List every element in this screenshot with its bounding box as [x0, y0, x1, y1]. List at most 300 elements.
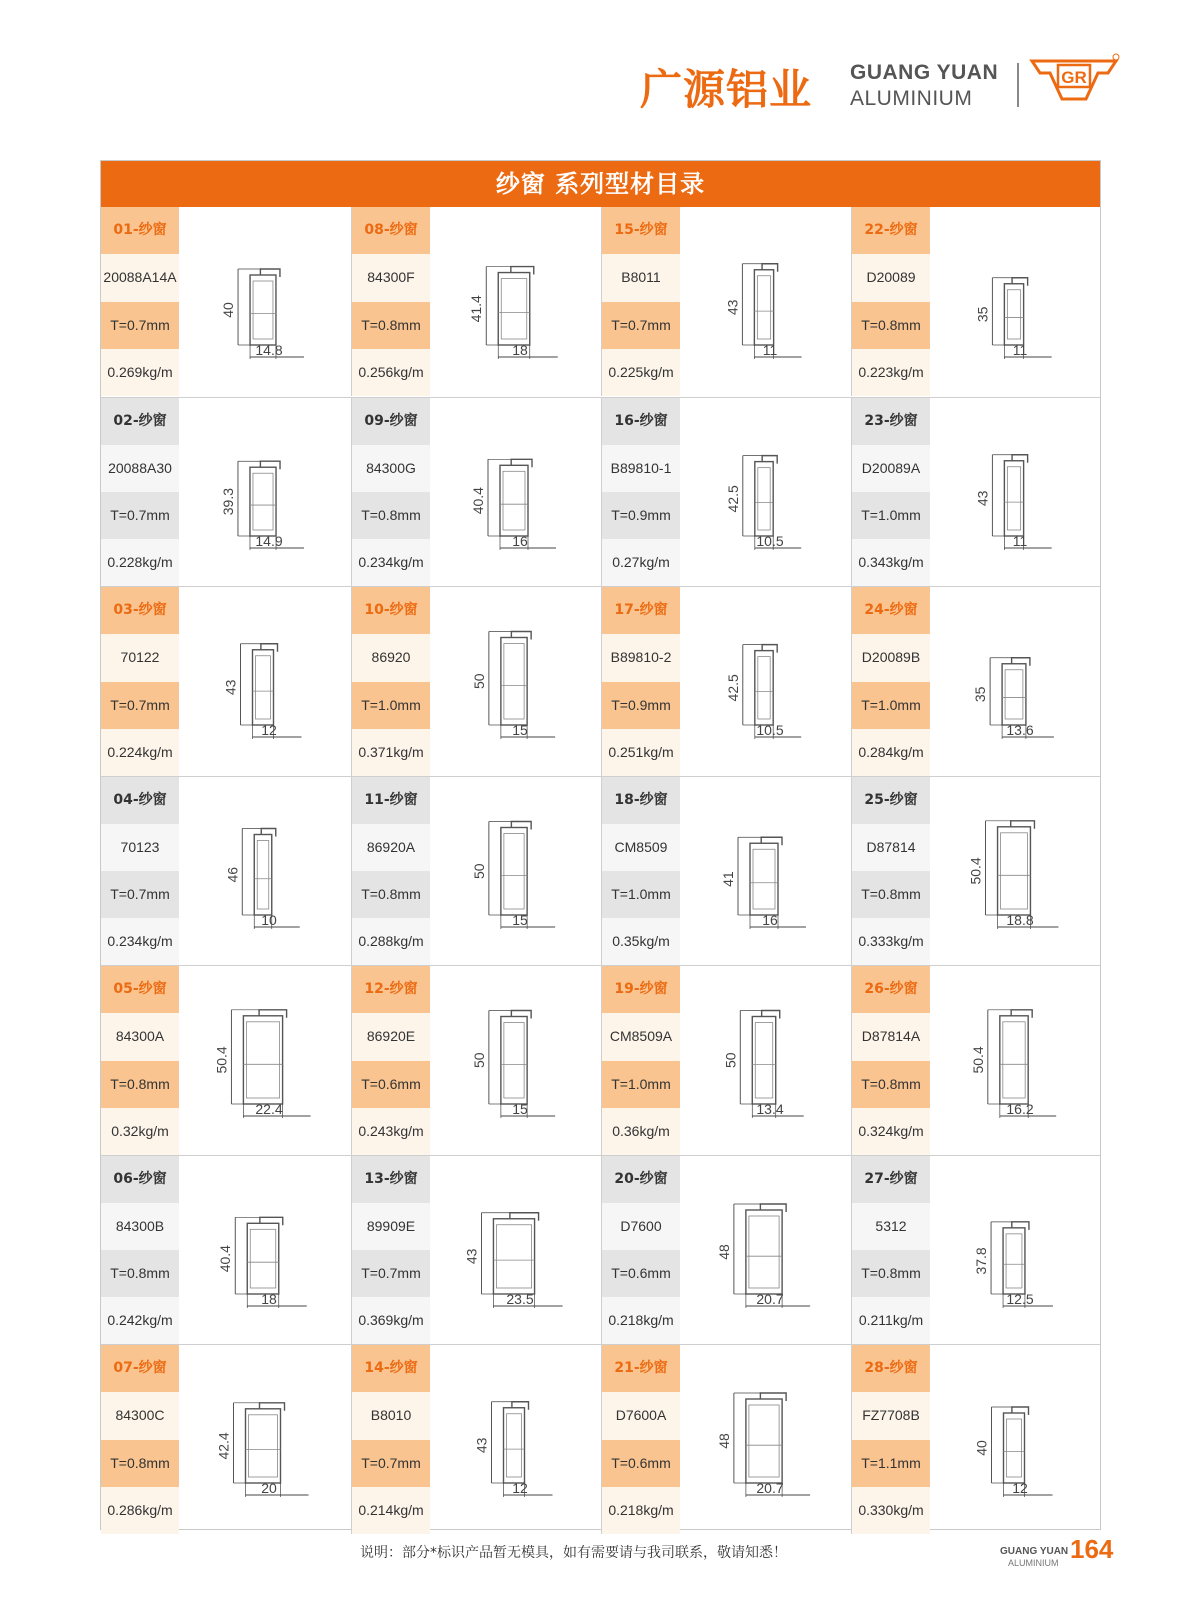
profile-thickness: T=0.9mm: [602, 682, 680, 729]
profile-section-diagram: [181, 1355, 346, 1525]
profile-id: 13-纱窗: [352, 1156, 430, 1203]
profile-hook: [1012, 1407, 1029, 1415]
width-dimension-label: 16.2: [1006, 1101, 1034, 1117]
profile-cell: [601, 777, 851, 966]
profile-hook: [511, 1011, 531, 1019]
profile-info: [352, 587, 430, 776]
brand-name-en-line1: GUANG YUAN: [850, 61, 999, 84]
profile-inner-wall: [755, 1023, 772, 1099]
profile-drawing: [432, 1166, 597, 1336]
profile-code: 84300B: [101, 1203, 179, 1250]
profile-outline: [246, 1409, 281, 1483]
profile-inner-wall: [753, 849, 775, 909]
profile-hook: [511, 632, 531, 640]
height-dimension-label: 50.4: [967, 856, 984, 885]
profile-code: 89909E: [352, 1203, 430, 1250]
width-dimension-label: 18.8: [1006, 911, 1034, 928]
profile-weight: 0.284kg/m: [852, 729, 930, 776]
catalog-row: [101, 776, 1100, 965]
profile-hook: [261, 828, 276, 836]
profile-inner-wall: [257, 840, 269, 909]
profile-id: 25-纱窗: [852, 777, 930, 824]
height-dimension-label: 40: [220, 302, 237, 318]
height-dimension-label: 35: [972, 686, 989, 703]
profile-drawing: [682, 1355, 847, 1525]
profile-outline: [493, 1218, 534, 1293]
profile-drawing: [432, 408, 597, 578]
profile-id: 16-纱窗: [602, 398, 680, 445]
profile-weight: 0.223kg/m: [852, 349, 930, 396]
profile-thickness: T=1.0mm: [852, 682, 930, 729]
profile-thickness: T=0.8mm: [852, 871, 930, 918]
catalog-row: [101, 965, 1100, 1154]
profile-outline: [501, 638, 527, 726]
profile-outline: [1000, 1016, 1028, 1104]
profile-id: 11-纱窗: [352, 777, 430, 824]
profile-code: 84300F: [352, 254, 430, 301]
profile-info: [101, 777, 179, 966]
profile-weight: 0.211kg/m: [852, 1297, 930, 1344]
profile-hook: [1012, 1221, 1029, 1229]
profile-weight: 0.269kg/m: [101, 349, 179, 396]
profile-inner-wall: [758, 467, 770, 529]
profile-id: 04-纱窗: [101, 777, 179, 824]
profile-weight: 0.242kg/m: [101, 1297, 179, 1344]
height-dimension-label: 43: [222, 679, 239, 696]
profile-info: [101, 207, 179, 396]
profile-info: [602, 1156, 680, 1345]
profile-code: 20088A14A: [101, 254, 179, 301]
width-dimension-label: 15: [512, 722, 528, 738]
brand-logo-icon: [1028, 53, 1120, 109]
height-dimension-label: 40: [973, 1440, 990, 1456]
profile-cell: [601, 1345, 851, 1534]
height-dimension-label: 50: [722, 1052, 739, 1069]
profile-code: D20089: [852, 254, 930, 301]
profile-id: 24-纱窗: [852, 587, 930, 634]
profile-section-diagram: [181, 976, 346, 1146]
profile-outline: [501, 1017, 527, 1105]
width-dimension-label: 23.5: [506, 1290, 534, 1307]
profile-section-diagram: [181, 408, 346, 578]
width-dimension-label: 12: [512, 1480, 528, 1496]
profile-inner-wall: [758, 657, 770, 719]
profile-info: [352, 207, 430, 396]
profile-drawing: [932, 217, 1097, 387]
profile-drawing: [932, 597, 1097, 767]
profile-drawing: [682, 408, 847, 578]
profile-outline: [247, 1223, 279, 1294]
height-dimension-label: 41.4: [468, 295, 485, 323]
profile-thickness: T=0.7mm: [101, 492, 179, 539]
profile-code: 70122: [101, 634, 179, 681]
profile-outline: [746, 1210, 782, 1294]
profile-code: 5312: [852, 1203, 930, 1250]
profile-code: CM8509: [602, 824, 680, 871]
profile-code: 84300A: [101, 1013, 179, 1060]
profile-id: 19-纱窗: [602, 966, 680, 1013]
profile-weight: 0.35kg/m: [602, 918, 680, 965]
profile-code: D87814A: [852, 1013, 930, 1060]
profile-hook: [260, 461, 280, 469]
profile-info: [602, 1345, 680, 1534]
height-dimension-label: 37.8: [973, 1246, 990, 1275]
profile-section-diagram: [682, 408, 847, 578]
width-dimension-label: 10: [261, 911, 277, 928]
profile-thickness: T=0.8mm: [852, 302, 930, 349]
profile-inner-wall: [1007, 466, 1020, 529]
profile-cell: [601, 966, 851, 1155]
page-number: 164: [1070, 1534, 1114, 1564]
profile-drawing: [682, 217, 847, 387]
height-dimension-label: 39.3: [219, 487, 236, 515]
profile-thickness: T=1.0mm: [852, 492, 930, 539]
profile-hook: [1012, 454, 1028, 462]
profile-drawing: [181, 217, 346, 387]
profile-section-diagram: [682, 1355, 847, 1525]
profile-code: D7600: [602, 1203, 680, 1250]
profile-weight: 0.225kg/m: [602, 349, 680, 396]
profile-inner-wall: [1005, 670, 1023, 719]
width-dimension-label: 11: [762, 342, 778, 358]
height-dimension-label: 50.4: [213, 1046, 230, 1074]
profile-outline: [498, 273, 530, 345]
profile-cell: [851, 398, 1101, 587]
width-dimension-label: 16: [762, 911, 778, 928]
profile-drawing: [932, 787, 1097, 957]
profile-hook: [762, 455, 777, 463]
profile-cell: [351, 398, 601, 587]
width-dimension-label: 13.6: [1006, 722, 1034, 738]
profile-drawing: [682, 787, 847, 957]
profile-thickness: T=0.8mm: [352, 871, 430, 918]
height-dimension-label: 50: [470, 862, 487, 879]
height-dimension-label: 48: [715, 1243, 732, 1260]
profile-id: 20-纱窗: [602, 1156, 680, 1203]
profile-drawing: [432, 787, 597, 957]
profile-weight: 0.324kg/m: [852, 1108, 930, 1155]
profile-drawing: [181, 976, 346, 1146]
profile-info: [602, 587, 680, 776]
profile-info: [352, 966, 430, 1155]
profile-section-diagram: [432, 976, 597, 1146]
width-dimension-label: 12: [261, 722, 277, 738]
profile-inner-wall: [504, 644, 524, 720]
profile-thickness: T=1.0mm: [602, 871, 680, 918]
profile-cell: [351, 777, 601, 966]
profile-hook: [762, 1011, 780, 1019]
catalog-row: [101, 1344, 1100, 1533]
profile-thickness: T=1.1mm: [852, 1440, 930, 1487]
height-dimension-label: 43: [463, 1248, 480, 1264]
profile-cell: [851, 966, 1101, 1155]
profile-outline: [752, 1017, 775, 1105]
profile-code: B89810-1: [602, 445, 680, 492]
width-dimension-label: 10.5: [756, 532, 784, 549]
profile-info: [852, 777, 930, 966]
profile-id: 07-纱窗: [101, 1345, 179, 1392]
profile-inner-wall: [504, 833, 524, 909]
profile-section-diagram: [432, 1166, 597, 1336]
profile-weight: 0.369kg/m: [352, 1297, 430, 1344]
height-dimension-label: 40.4: [470, 486, 486, 514]
profile-code: CM8509A: [602, 1013, 680, 1060]
profile-id: 17-纱窗: [602, 587, 680, 634]
profile-section-diagram: [181, 787, 346, 957]
profile-inner-wall: [749, 1216, 779, 1288]
profile-cell: [101, 1156, 351, 1345]
profile-section-diagram: [932, 787, 1097, 957]
width-dimension-label: 14.9: [255, 532, 283, 549]
profile-cell: [851, 207, 1101, 396]
profile-code: 86920E: [352, 1013, 430, 1060]
profile-outline: [250, 467, 276, 536]
profile-hook: [1011, 1010, 1032, 1018]
profile-thickness: T=0.6mm: [352, 1061, 430, 1108]
profile-info: [352, 1345, 430, 1534]
profile-outline: [250, 275, 276, 345]
profile-hook: [761, 837, 782, 845]
profile-inner-wall: [1007, 290, 1020, 339]
profile-section-diagram: [932, 597, 1097, 767]
height-dimension-label: 50: [470, 673, 487, 690]
profile-cell: [351, 966, 601, 1155]
profile-drawing: [932, 1355, 1097, 1525]
height-dimension-label: 48: [715, 1433, 732, 1449]
profile-outline: [501, 827, 527, 915]
profile-inner-wall: [504, 1023, 524, 1099]
profile-info: [852, 587, 930, 776]
profile-code: 86920: [352, 634, 430, 681]
profile-hook: [511, 821, 531, 829]
profile-drawing: [432, 217, 597, 387]
profile-drawing: [682, 976, 847, 1146]
profile-inner-wall: [757, 276, 770, 339]
profile-code: 86920A: [352, 824, 430, 871]
profile-weight: 0.286kg/m: [101, 1487, 179, 1534]
profile-cell: [101, 777, 351, 966]
profile-id: 15-纱窗: [602, 207, 680, 254]
profile-code: D20089B: [852, 634, 930, 681]
profile-weight: 0.251kg/m: [602, 729, 680, 776]
profile-drawing: [181, 597, 346, 767]
width-dimension-label: 20: [261, 1480, 277, 1496]
profile-id: 26-纱窗: [852, 966, 930, 1013]
profile-id: 10-纱窗: [352, 587, 430, 634]
width-dimension-label: 14.8: [255, 342, 283, 358]
profile-drawing: [432, 976, 597, 1146]
profile-thickness: T=0.7mm: [101, 871, 179, 918]
profile-info: [602, 966, 680, 1155]
profile-code: 20088A30: [101, 445, 179, 492]
width-dimension-label: 15: [512, 1101, 528, 1117]
profile-id: 09-纱窗: [352, 398, 430, 445]
profile-hook: [261, 644, 278, 652]
profile-thickness: T=0.7mm: [101, 302, 179, 349]
profile-drawing: [181, 1166, 346, 1336]
profile-inner-wall: [1001, 832, 1028, 908]
profile-drawing: [932, 976, 1097, 1146]
catalog-row: [101, 207, 1100, 396]
profile-code: B89810-2: [602, 634, 680, 681]
brand-separator: [1017, 63, 1019, 107]
profile-info: [852, 1345, 930, 1534]
profile-section-diagram: [682, 976, 847, 1146]
profile-thickness: T=0.8mm: [852, 1061, 930, 1108]
profile-section-diagram: [181, 597, 346, 767]
width-dimension-label: 18: [512, 342, 528, 358]
profile-weight: 0.234kg/m: [352, 539, 430, 586]
profile-inner-wall: [501, 279, 527, 339]
width-dimension-label: 12: [1012, 1480, 1028, 1496]
width-dimension-label: 11: [1012, 532, 1028, 549]
profile-drawing: [432, 597, 597, 767]
profile-id: 01-纱窗: [101, 207, 179, 254]
profile-outline: [1002, 664, 1026, 725]
profile-outline: [746, 1399, 782, 1483]
profile-thickness: T=0.8mm: [852, 1250, 930, 1297]
profile-info: [852, 398, 930, 587]
profile-thickness: T=0.8mm: [352, 492, 430, 539]
profile-cell: [601, 207, 851, 396]
profile-thickness: T=1.0mm: [602, 1061, 680, 1108]
profile-weight: 0.243kg/m: [352, 1108, 430, 1155]
profile-hook: [260, 269, 280, 277]
profile-drawing: [181, 408, 346, 578]
height-dimension-label: 40.4: [217, 1244, 234, 1272]
profile-info: [352, 1156, 430, 1345]
profile-info: [352, 398, 430, 587]
profile-hook: [1012, 658, 1030, 666]
profile-thickness: T=0.8mm: [101, 1250, 179, 1297]
height-dimension-label: 42.5: [724, 484, 741, 512]
profile-weight: 0.27kg/m: [602, 539, 680, 586]
profile-thickness: T=0.6mm: [602, 1440, 680, 1487]
profile-cell: [851, 1156, 1101, 1345]
profile-inner-wall: [496, 1224, 531, 1287]
catalog-row: [101, 1155, 1100, 1344]
profile-section-diagram: [432, 597, 597, 767]
profile-weight: 0.32kg/m: [101, 1108, 179, 1155]
profile-info: [101, 587, 179, 776]
profile-hook: [512, 1402, 529, 1410]
profile-weight: 0.36kg/m: [602, 1108, 680, 1155]
footer-note: 说明：部分*标识产品暂无模具，如有需要请与我司联系，敬请知悉！: [360, 1545, 787, 1561]
profile-info: [602, 398, 680, 587]
width-dimension-label: 22.4: [255, 1101, 283, 1117]
profile-drawing: [682, 597, 847, 767]
profile-weight: 0.228kg/m: [101, 539, 179, 586]
profile-id: 05-纱窗: [101, 966, 179, 1013]
profile-cell: [851, 777, 1101, 966]
profile-info: [602, 207, 680, 396]
profile-cell: [351, 587, 601, 776]
profile-outline: [750, 843, 778, 915]
profile-cell: [601, 398, 851, 587]
profile-id: 21-纱窗: [602, 1345, 680, 1392]
profile-drawing: [181, 1355, 346, 1525]
profile-inner-wall: [253, 473, 273, 530]
profile-weight: 0.256kg/m: [352, 349, 430, 396]
profile-info: [852, 966, 930, 1155]
profile-thickness: T=0.9mm: [602, 492, 680, 539]
height-dimension-label: 42.5: [724, 674, 741, 702]
height-dimension-label: 41: [720, 870, 736, 887]
height-dimension-label: 42.4: [215, 1432, 232, 1460]
profile-inner-wall: [253, 281, 273, 339]
profile-section-diagram: [432, 787, 597, 957]
profile-code: FZ7708B: [852, 1392, 930, 1439]
profile-weight: 0.333kg/m: [852, 918, 930, 965]
profile-code: 84300C: [101, 1392, 179, 1439]
profile-weight: 0.234kg/m: [101, 918, 179, 965]
profile-weight: 0.330kg/m: [852, 1487, 930, 1534]
width-dimension-label: 12.5: [1006, 1290, 1034, 1307]
profile-weight: 0.218kg/m: [602, 1297, 680, 1344]
profile-section-diagram: [932, 217, 1097, 387]
profile-hook: [762, 264, 778, 272]
profile-weight: 0.214kg/m: [352, 1487, 430, 1534]
profile-cell: [851, 1345, 1101, 1534]
profile-info: [101, 1345, 179, 1534]
profile-cell: [101, 398, 351, 587]
profile-cell: [601, 1156, 851, 1345]
profile-inner-wall: [1006, 1233, 1022, 1287]
catalog-title: 纱窗 系列型材目录: [101, 161, 1100, 207]
width-dimension-label: 18: [261, 1290, 277, 1307]
height-dimension-label: 50.4: [969, 1046, 986, 1074]
profile-inner-wall: [246, 1022, 279, 1098]
brand-header: [640, 55, 1120, 115]
profile-drawing: [682, 1166, 847, 1336]
profile-inner-wall: [1003, 1022, 1025, 1098]
profile-weight: 0.218kg/m: [602, 1487, 680, 1534]
profile-thickness: T=0.8mm: [101, 1440, 179, 1487]
catalog-row: [101, 397, 1100, 586]
profile-info: [101, 398, 179, 587]
profile-info: [352, 777, 430, 966]
profile-inner-wall: [507, 1414, 522, 1477]
profile-id: 28-纱窗: [852, 1345, 930, 1392]
profile-code: B8011: [602, 254, 680, 301]
height-dimension-label: 35: [974, 306, 991, 323]
height-dimension-label: 43: [724, 299, 741, 316]
profile-section-diagram: [432, 217, 597, 387]
profile-code: D7600A: [602, 1392, 680, 1439]
brand-name-cn: 广源铝业: [640, 65, 813, 114]
width-dimension-label: 20.7: [756, 1290, 784, 1307]
profile-section-diagram: [932, 1166, 1097, 1336]
profile-code: D87814: [852, 824, 930, 871]
profile-id: 08-纱窗: [352, 207, 430, 254]
profile-section-diagram: [932, 1355, 1097, 1525]
profile-drawing: [932, 1166, 1097, 1336]
profile-weight: 0.288kg/m: [352, 918, 430, 965]
profile-info: [101, 1156, 179, 1345]
profile-thickness: T=0.7mm: [352, 1440, 430, 1487]
profile-cell: [601, 587, 851, 776]
height-dimension-label: 46: [224, 866, 241, 883]
profile-hook: [1012, 278, 1028, 286]
profile-section-diagram: [432, 1355, 597, 1525]
catalog-row: [101, 586, 1100, 775]
profile-thickness: T=0.8mm: [352, 302, 430, 349]
profile-weight: 0.343kg/m: [852, 539, 930, 586]
profile-id: 22-纱窗: [852, 207, 930, 254]
profile-section-diagram: [181, 1166, 346, 1336]
profile-code: 84300G: [352, 445, 430, 492]
profile-cell: [351, 1156, 601, 1345]
